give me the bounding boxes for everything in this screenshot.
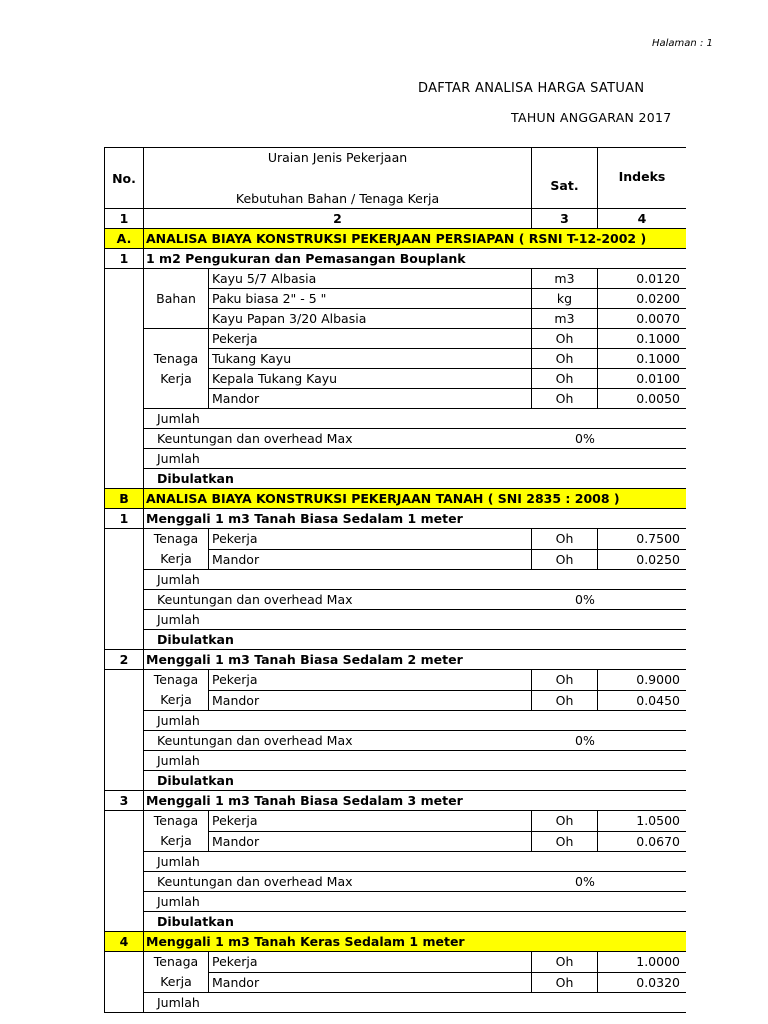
dibulatkan-row bbox=[105, 630, 687, 650]
item-b2-row bbox=[105, 650, 687, 670]
dibulatkan-row bbox=[105, 469, 687, 489]
tenaga-item-name: Tukang Kayu bbox=[209, 349, 532, 369]
item-b1-row bbox=[105, 509, 687, 529]
kerja-label: Kerja bbox=[160, 692, 192, 707]
keuntungan-label: Keuntungan dan overhead Max bbox=[157, 592, 353, 607]
tenaga-item-sat: Oh bbox=[532, 549, 598, 570]
col-num-1: 1 bbox=[105, 209, 144, 229]
keuntungan-cell bbox=[144, 590, 687, 610]
page-number: Halaman : 1 bbox=[652, 38, 713, 49]
jumlah-label: Jumlah bbox=[144, 409, 687, 429]
bahan-item-idx: 0.0200 bbox=[598, 289, 687, 309]
kerja-label: Kerja bbox=[160, 833, 192, 848]
item-b2-no: 2 bbox=[105, 650, 144, 670]
item-b1-no: 1 bbox=[105, 509, 144, 529]
jumlah-row bbox=[105, 993, 687, 1013]
section-a-title: ANALISA BIAYA KONSTRUKSI PEKERJAAN PERSIAPAN ( RSNI T-12-2002 ) bbox=[144, 229, 687, 249]
tenaga-item-name: Mandor bbox=[209, 972, 532, 993]
keuntungan-cell bbox=[144, 872, 687, 892]
header-indeks: Indeks bbox=[598, 148, 687, 209]
jumlah-label: Jumlah bbox=[144, 449, 687, 469]
tenaga-item-sat: Oh bbox=[532, 670, 598, 691]
keuntungan-label: Keuntungan dan overhead Max bbox=[157, 431, 353, 446]
tenaga-item-sat: Oh bbox=[532, 690, 598, 711]
keuntungan-row bbox=[105, 429, 687, 449]
column-number-row bbox=[105, 209, 687, 229]
analysis-table bbox=[104, 147, 686, 1013]
table-row bbox=[105, 529, 687, 550]
tenaga-item-idx: 0.0670 bbox=[598, 831, 687, 852]
table-row bbox=[105, 952, 687, 973]
tenaga-label: Tenaga bbox=[153, 350, 199, 366]
tenaga-label: Tenaga bbox=[153, 954, 199, 969]
tenaga-item-idx: 0.0100 bbox=[598, 369, 687, 389]
table-row bbox=[105, 269, 687, 289]
tenaga-item-idx: 0.0050 bbox=[598, 389, 687, 409]
dibulatkan-label: Dibulatkan bbox=[144, 912, 687, 932]
header-uraian-line2: Kebutuhan Bahan / Tenaga Kerja bbox=[235, 191, 440, 206]
item-b4-no: 4 bbox=[105, 932, 144, 952]
tenaga-label: Tenaga bbox=[153, 813, 199, 828]
blank-no-cell bbox=[105, 952, 144, 1013]
section-b-code: B bbox=[105, 489, 144, 509]
keuntungan-row bbox=[105, 590, 687, 610]
keuntungan-pct: 0% bbox=[575, 592, 595, 607]
tenaga-item-name: Mandor bbox=[209, 549, 532, 570]
keuntungan-pct: 0% bbox=[575, 733, 595, 748]
table-row bbox=[105, 670, 687, 691]
tenaga-item-name: Pekerja bbox=[209, 670, 532, 691]
header-uraian-line1: Uraian Jenis Pekerjaan bbox=[267, 150, 408, 165]
section-b-row bbox=[105, 489, 687, 509]
bahan-item-idx: 0.0070 bbox=[598, 309, 687, 329]
dibulatkan-row bbox=[105, 912, 687, 932]
tenaga-kerja-label bbox=[144, 329, 209, 409]
dibulatkan-label: Dibulatkan bbox=[144, 469, 687, 489]
blank-no-cell bbox=[105, 811, 144, 932]
section-b-title: ANALISA BIAYA KONSTRUKSI PEKERJAAN TANAH ( SNI 2835 : 2008 ) bbox=[144, 489, 687, 509]
table-row bbox=[105, 329, 687, 349]
blank-no-cell bbox=[105, 529, 144, 650]
tenaga-item-name: Pekerja bbox=[209, 329, 532, 349]
header-uraian bbox=[144, 148, 532, 209]
tenaga-label: Tenaga bbox=[153, 531, 199, 546]
section-a-row bbox=[105, 229, 687, 249]
bahan-label: Bahan bbox=[144, 269, 209, 329]
bahan-item-sat: kg bbox=[532, 289, 598, 309]
keuntungan-pct: 0% bbox=[575, 874, 595, 889]
jumlah-row bbox=[105, 852, 687, 872]
col-num-3: 3 bbox=[532, 209, 598, 229]
tenaga-item-name: Pekerja bbox=[209, 529, 532, 550]
item-a1-title: 1 m2 Pengukuran dan Pemasangan Bouplank bbox=[144, 249, 687, 269]
jumlah-row bbox=[105, 751, 687, 771]
keuntungan-row bbox=[105, 872, 687, 892]
kerja-label: Kerja bbox=[160, 370, 192, 386]
tenaga-item-name: Mandor bbox=[209, 389, 532, 409]
keuntungan-label: Keuntungan dan overhead Max bbox=[157, 733, 353, 748]
tenaga-label: Tenaga bbox=[153, 672, 199, 687]
item-b3-row bbox=[105, 791, 687, 811]
jumlah-row bbox=[105, 409, 687, 429]
section-a-code: A. bbox=[105, 229, 144, 249]
tenaga-item-idx: 0.7500 bbox=[598, 529, 687, 550]
header-no: No. bbox=[105, 148, 144, 209]
keuntungan-label: Keuntungan dan overhead Max bbox=[157, 874, 353, 889]
col-num-4: 4 bbox=[598, 209, 687, 229]
item-b4-row bbox=[105, 932, 687, 952]
jumlah-label: Jumlah bbox=[144, 570, 687, 590]
item-b3-no: 3 bbox=[105, 791, 144, 811]
keuntungan-cell bbox=[144, 731, 687, 751]
tenaga-kerja-label bbox=[144, 952, 209, 993]
jumlah-row bbox=[105, 892, 687, 912]
jumlah-label: Jumlah bbox=[144, 993, 687, 1013]
tenaga-item-idx: 1.0500 bbox=[598, 811, 687, 832]
tenaga-item-name: Mandor bbox=[209, 831, 532, 852]
tenaga-item-idx: 0.0250 bbox=[598, 549, 687, 570]
keuntungan-pct: 0% bbox=[575, 431, 595, 446]
tenaga-item-idx: 1.0000 bbox=[598, 952, 687, 973]
item-b1-title: Menggali 1 m3 Tanah Biasa Sedalam 1 meter bbox=[144, 509, 687, 529]
bahan-item-name: Kayu Papan 3/20 Albasia bbox=[209, 309, 532, 329]
tenaga-item-idx: 0.0450 bbox=[598, 690, 687, 711]
item-a1-no: 1 bbox=[105, 249, 144, 269]
tenaga-item-sat: Oh bbox=[532, 389, 598, 409]
tenaga-item-idx: 0.1000 bbox=[598, 329, 687, 349]
tenaga-item-sat: Oh bbox=[532, 952, 598, 973]
item-a1-row bbox=[105, 249, 687, 269]
document-subtitle: TAHUN ANGGARAN 2017 bbox=[511, 110, 672, 125]
blank-no-cell bbox=[105, 269, 144, 489]
bahan-item-name: Kayu 5/7 Albasia bbox=[209, 269, 532, 289]
tenaga-item-name: Pekerja bbox=[209, 811, 532, 832]
tenaga-item-name: Kepala Tukang Kayu bbox=[209, 369, 532, 389]
jumlah-label: Jumlah bbox=[144, 892, 687, 912]
analysis-table-viewport bbox=[104, 147, 686, 1024]
jumlah-row bbox=[105, 449, 687, 469]
item-b4-title: Menggali 1 m3 Tanah Keras Sedalam 1 meter bbox=[144, 932, 687, 952]
tenaga-item-sat: Oh bbox=[532, 972, 598, 993]
dibulatkan-label: Dibulatkan bbox=[144, 630, 687, 650]
tenaga-item-name: Pekerja bbox=[209, 952, 532, 973]
tenaga-item-sat: Oh bbox=[532, 529, 598, 550]
kerja-label: Kerja bbox=[160, 974, 192, 989]
item-b3-title: Menggali 1 m3 Tanah Biasa Sedalam 3 meter bbox=[144, 791, 687, 811]
jumlah-row bbox=[105, 711, 687, 731]
jumlah-row bbox=[105, 610, 687, 630]
item-b2-title: Menggali 1 m3 Tanah Biasa Sedalam 2 meter bbox=[144, 650, 687, 670]
jumlah-row bbox=[105, 570, 687, 590]
jumlah-label: Jumlah bbox=[144, 852, 687, 872]
table-header-row bbox=[105, 148, 687, 209]
document-title: DAFTAR ANALISA HARGA SATUAN bbox=[418, 81, 645, 96]
bahan-item-idx: 0.0120 bbox=[598, 269, 687, 289]
tenaga-item-idx: 0.1000 bbox=[598, 349, 687, 369]
tenaga-item-name: Mandor bbox=[209, 690, 532, 711]
table-row bbox=[105, 811, 687, 832]
tenaga-kerja-label bbox=[144, 811, 209, 852]
tenaga-item-idx: 0.0320 bbox=[598, 972, 687, 993]
header-sat: Sat. bbox=[532, 148, 598, 209]
jumlah-label: Jumlah bbox=[144, 751, 687, 771]
dibulatkan-row bbox=[105, 771, 687, 791]
tenaga-item-sat: Oh bbox=[532, 369, 598, 389]
kerja-label: Kerja bbox=[160, 551, 192, 566]
tenaga-kerja-label bbox=[144, 670, 209, 711]
dibulatkan-label: Dibulatkan bbox=[144, 771, 687, 791]
bahan-item-sat: m3 bbox=[532, 269, 598, 289]
keuntungan-cell bbox=[144, 429, 687, 449]
bahan-item-sat: m3 bbox=[532, 309, 598, 329]
bahan-item-name: Paku biasa 2" - 5 " bbox=[209, 289, 532, 309]
tenaga-item-sat: Oh bbox=[532, 811, 598, 832]
tenaga-item-idx: 0.9000 bbox=[598, 670, 687, 691]
col-num-2: 2 bbox=[144, 209, 532, 229]
tenaga-kerja-label bbox=[144, 529, 209, 570]
jumlah-label: Jumlah bbox=[144, 610, 687, 630]
blank-no-cell bbox=[105, 670, 144, 791]
tenaga-item-sat: Oh bbox=[532, 349, 598, 369]
keuntungan-row bbox=[105, 731, 687, 751]
tenaga-item-sat: Oh bbox=[532, 329, 598, 349]
tenaga-item-sat: Oh bbox=[532, 831, 598, 852]
jumlah-label: Jumlah bbox=[144, 711, 687, 731]
